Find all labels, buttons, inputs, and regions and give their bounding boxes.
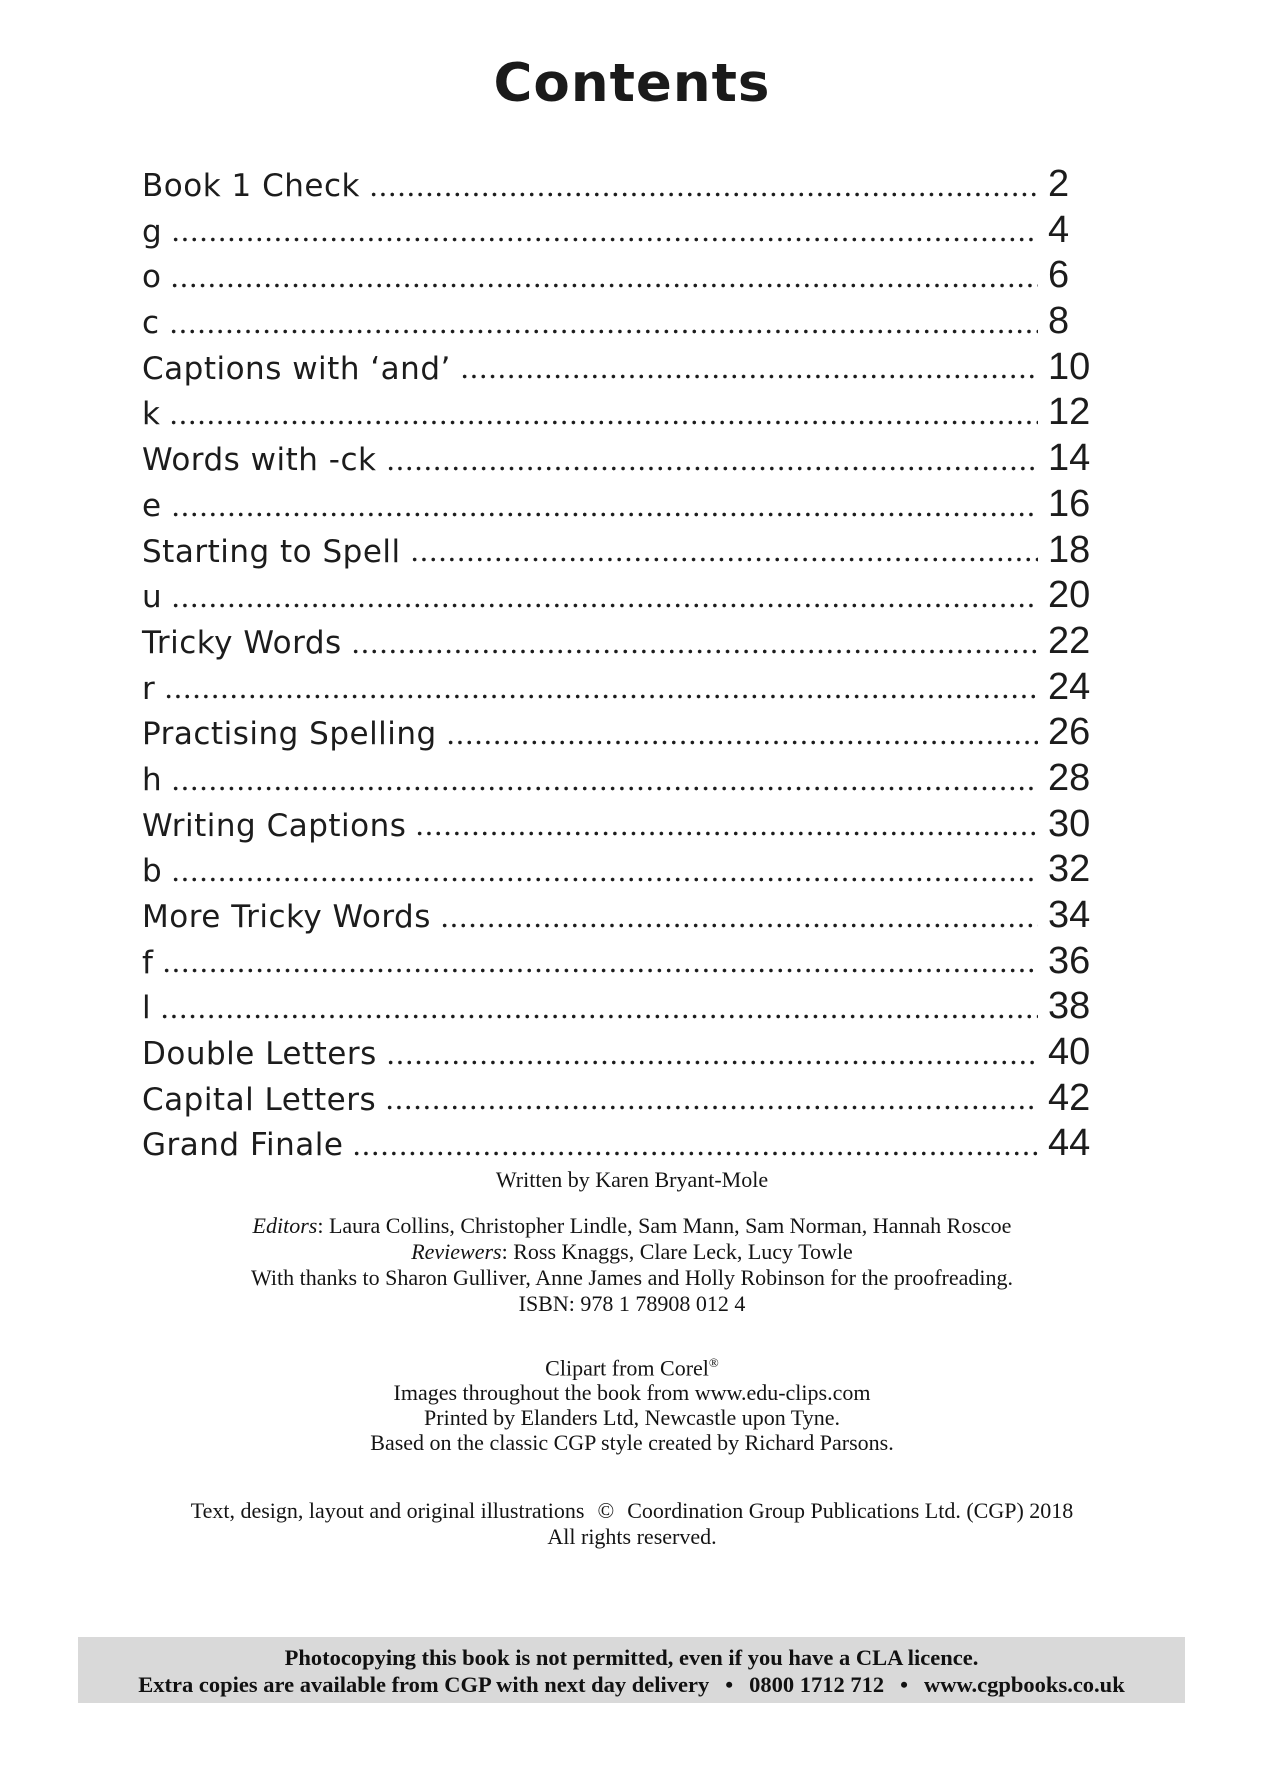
toc-entry-page: 32	[1048, 848, 1091, 891]
editors-block	[0, 1213, 1264, 1291]
toc-entry-page: 24	[1048, 665, 1091, 708]
thanks-line: With thanks to Sharon Gulliver, Anne James and Holly Robinson for the proofreading.	[251, 1265, 1013, 1291]
printing-block	[0, 1350, 1264, 1455]
toc-entry-label: Captions with ‘and’	[142, 350, 451, 387]
registered-symbol: ®	[708, 1355, 719, 1371]
dot-leader	[440, 923, 1038, 928]
toc-entry-page: 44	[1048, 1122, 1091, 1165]
rights-line: All rights reserved.	[547, 1524, 717, 1550]
toc-entry-label: More Tricky Words	[142, 899, 431, 935]
bullet-separator: •	[900, 1672, 909, 1697]
dot-leader	[160, 1014, 1038, 1019]
copyright-post: Coordination Group Publications Ltd. (CGP) 2018	[627, 1498, 1074, 1524]
toc-entry-label: g	[142, 213, 163, 250]
toc-entry-page: 12	[1048, 391, 1091, 434]
toc-entry-page: 8	[1048, 300, 1070, 343]
based-line: Based on the classic CGP style created by Richard Parsons.	[370, 1430, 894, 1456]
dot-leader	[386, 466, 1039, 471]
footer-website: www.cgpbooks.co.uk	[924, 1672, 1125, 1697]
dot-leader	[385, 1105, 1038, 1110]
dot-leader	[460, 374, 1038, 379]
toc-entry-page: 28	[1048, 756, 1091, 799]
dot-leader	[164, 694, 1038, 699]
toc-entry-page: 14	[1048, 437, 1091, 480]
dot-leader	[171, 512, 1038, 517]
toc-row	[142, 1030, 1112, 1076]
toc-entry-page: 18	[1048, 528, 1091, 571]
toc-row	[142, 710, 1112, 756]
toc-row	[142, 1076, 1112, 1122]
toc-row	[142, 390, 1112, 436]
toc-row	[142, 436, 1112, 482]
clipart-text: Clipart from Corel	[545, 1355, 709, 1381]
toc-entry-label: l	[142, 990, 152, 1027]
toc-entry-label: Book 1 Check	[142, 168, 360, 204]
footer-phone: 0800 1712 712	[749, 1672, 885, 1697]
editors-names: : Laura Collins, Christopher Lindle, Sam Mann, Sam Norman, Hannah Roscoe	[317, 1213, 1012, 1239]
bullet-separator: •	[725, 1672, 734, 1697]
dot-leader	[446, 740, 1038, 745]
dot-leader	[351, 649, 1038, 654]
toc-row	[142, 802, 1112, 848]
toc-entry-page: 38	[1048, 985, 1091, 1028]
clipart-line	[0, 1350, 1264, 1380]
dot-leader	[369, 192, 1038, 197]
toc-row	[142, 299, 1112, 345]
dot-leader	[169, 420, 1038, 425]
toc-entry-label: b	[142, 853, 163, 890]
toc-row	[142, 1121, 1112, 1167]
reviewers-label: Reviewers	[411, 1239, 502, 1265]
toc-entry-label: r	[142, 670, 156, 707]
toc-list	[142, 162, 1112, 1167]
footer-line2	[78, 1671, 1185, 1698]
copyright-block	[0, 1498, 1264, 1550]
written-by-line: Written by Karen Bryant-Mole	[495, 1167, 769, 1193]
dot-leader	[162, 968, 1038, 973]
footer-bar	[78, 1637, 1185, 1703]
toc-entry-label: o	[142, 259, 162, 296]
toc-row	[142, 162, 1112, 208]
dot-leader	[171, 237, 1038, 242]
reviewers-line	[0, 1239, 1264, 1265]
toc-entry-page: 2	[1048, 163, 1070, 205]
credits-section	[0, 1167, 1264, 1550]
isbn-line: ISBN: 978 1 78908 012 4	[518, 1291, 746, 1317]
toc-row	[142, 573, 1112, 619]
toc-entry-page: 22	[1048, 619, 1091, 662]
toc-entry-page: 16	[1048, 482, 1091, 525]
page-title: Contents	[493, 53, 771, 114]
toc-entry-label: f	[142, 944, 154, 981]
toc-row	[142, 984, 1112, 1030]
toc-row	[142, 253, 1112, 299]
dot-leader	[352, 1151, 1038, 1156]
toc-entry-label: Double Letters	[142, 1036, 377, 1073]
toc-row	[142, 847, 1112, 893]
toc-entry-page: 40	[1048, 1031, 1091, 1074]
toc-entry-label: e	[142, 487, 162, 524]
toc-entry-page: 4	[1048, 208, 1070, 251]
toc-row	[142, 665, 1112, 711]
copyright-line	[0, 1498, 1264, 1524]
toc-entry-page: 6	[1048, 254, 1070, 297]
toc-row	[142, 208, 1112, 254]
toc-row	[142, 939, 1112, 985]
toc-entry-label: c	[142, 305, 160, 342]
toc-entry-label: Starting to Spell	[142, 533, 401, 570]
dot-leader	[171, 786, 1038, 791]
editors-line	[0, 1213, 1264, 1239]
toc-row	[142, 482, 1112, 528]
toc-row	[142, 528, 1112, 574]
printed-line: Printed by Elanders Ltd, Newcastle upon Tyne.	[424, 1405, 840, 1431]
toc-entry-label: Words with -ck	[142, 442, 377, 479]
toc-entry-label: Grand Finale	[142, 1127, 344, 1164]
toc-entry-page: 30	[1048, 802, 1091, 845]
toc-entry-page: 26	[1048, 711, 1091, 754]
toc-entry-label: h	[142, 761, 163, 798]
toc-entry-label: k	[142, 396, 161, 433]
footer-copies-text: Extra copies are available from CGP with next day delivery	[138, 1672, 710, 1697]
footer-line1: Photocopying this book is not permitted, even if you have a CLA licence.	[284, 1645, 979, 1670]
editors-label: Editors	[252, 1213, 318, 1239]
toc-row	[142, 345, 1112, 391]
toc-entry-label: Practising Spelling	[142, 716, 437, 753]
dot-leader	[386, 1060, 1038, 1065]
toc-row	[142, 756, 1112, 802]
toc-row	[142, 893, 1112, 939]
reviewers-names: : Ross Knaggs, Clare Leck, Lucy Towle	[501, 1239, 853, 1265]
toc-entry-page: 10	[1048, 345, 1091, 388]
copyright-pre: Text, design, layout and original illustrations	[190, 1498, 585, 1524]
images-line: Images throughout the book from www.edu-clips.com	[393, 1380, 871, 1406]
toc-entry-page: 42	[1048, 1076, 1091, 1119]
toc-row	[142, 619, 1112, 665]
toc-entry-label: Tricky Words	[142, 624, 342, 661]
toc-entry-page: 20	[1048, 574, 1091, 617]
toc-entry-page: 34	[1048, 894, 1091, 936]
dot-leader	[171, 603, 1038, 608]
toc-entry-page: 36	[1048, 939, 1091, 982]
dot-leader	[171, 877, 1038, 882]
dot-leader	[410, 557, 1038, 562]
dot-leader	[415, 831, 1038, 836]
toc-entry-label: Capital Letters	[142, 1081, 377, 1118]
dot-leader	[169, 329, 1038, 334]
toc-entry-label: Writing Captions	[142, 807, 407, 844]
toc-entry-label: u	[142, 579, 163, 616]
copyright-symbol: ©	[597, 1498, 615, 1524]
dot-leader	[170, 283, 1038, 288]
